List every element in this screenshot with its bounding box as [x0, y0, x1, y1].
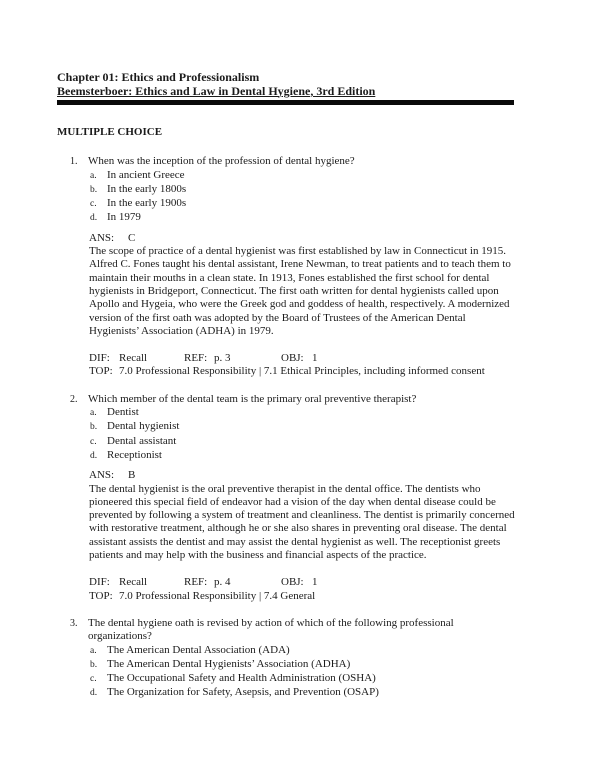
option-row	[57, 686, 517, 700]
option-row	[57, 197, 517, 211]
topic-line	[89, 590, 515, 603]
option-letter: a.	[90, 645, 97, 656]
option-row	[57, 420, 517, 434]
section-heading: MULTIPLE CHOICE	[57, 126, 163, 138]
option-text: Dental assistant	[107, 434, 177, 447]
meta-line	[89, 576, 515, 589]
option-text: The Organization for Safety, Asepsis, and Prevention (OSAP)	[107, 686, 379, 699]
option-letter: b.	[90, 659, 98, 670]
answer-label: ANS:	[89, 469, 115, 482]
option-text: The American Dental Association (ADA)	[107, 643, 290, 656]
topic-line	[89, 365, 515, 378]
option-row	[57, 211, 517, 225]
option-letter: d.	[90, 213, 98, 224]
option-row	[57, 672, 517, 686]
questions	[57, 155, 517, 700]
answer-section	[89, 232, 515, 379]
question-number: 1.	[70, 156, 78, 168]
question-line	[57, 393, 517, 406]
question-text: The dental hygiene oath is revised by action of which of the following professional organizations?	[88, 616, 454, 643]
obj-label: OBJ:	[281, 576, 304, 589]
option-text: Dentist	[107, 406, 139, 419]
answer-line	[89, 469, 515, 482]
document-header	[57, 71, 514, 105]
dif-label: DIF:	[89, 576, 110, 589]
rationale-text: The dental hygienist is the oral preventive therapist in the dental office. The dentists who pioneered this special field of endeavor had a vision of the day when dental disease could be prevented by following a system of treatment and cleanliness. The dentist is primarily concerned with restorative treatment, although he or she also shares in preventing oral disease. The dental assistant assists the dentist and may assist the dental hygienist as well. The receptionist greets patients and may help with the business and financial aspects of the practice.	[89, 482, 515, 562]
ref-value: p. 3	[214, 352, 231, 365]
option-row	[57, 435, 517, 449]
book-title: Beemsterboer: Ethics and Law in Dental Hygiene, 3rd Edition	[57, 83, 376, 98]
ref-value: p. 4	[214, 576, 231, 589]
question-block	[57, 617, 517, 701]
question-line	[57, 155, 517, 168]
option-letter: b.	[90, 422, 98, 433]
option-letter: c.	[90, 674, 97, 685]
option-letter: c.	[90, 436, 97, 447]
dif-value: Recall	[119, 576, 148, 589]
answer-line	[89, 232, 515, 245]
option-row	[57, 406, 517, 420]
option-text: Dental hygienist	[107, 420, 180, 433]
question-line	[57, 617, 517, 644]
answer-value: C	[128, 231, 136, 244]
option-letter: d.	[90, 450, 98, 461]
option-text: The American Dental Hygienists’ Association (ADHA)	[107, 657, 351, 670]
dif-value: Recall	[119, 352, 148, 365]
option-text: In 1979	[107, 211, 141, 224]
rationale-text: The scope of practice of a dental hygienist was first established by law in Connecticut in 1915. Alfred C. Fones taught his dental assistant, Irene Newman, to treat patients and to teach them to maintain their mouths in a clean state. In 1913, Fones established the first school for dental hygienists in Bridgeport, Connecticut. The first oath written for dental hygienists called upon Apollo and Hygeia, who were the Greek god and goddess of health, respectively. A modernized version of the first oath was adopted by the Board of Trustees of the American Dental Hygienists’ Association (ADHA) in 1979.	[89, 245, 511, 337]
option-letter: b.	[90, 184, 98, 195]
answer-section	[89, 469, 515, 603]
question-number: 2.	[70, 393, 78, 405]
option-letter: a.	[90, 170, 97, 181]
chapter-title: Chapter 01: Ethics and Professionalism	[57, 70, 260, 84]
obj-value: 1	[312, 352, 318, 365]
option-row	[57, 644, 517, 658]
option-row	[57, 658, 517, 672]
option-text: Receptionist	[107, 448, 162, 461]
ref-label: REF:	[184, 576, 208, 589]
meta-line	[89, 352, 515, 365]
question-text: Which member of the dental team is the primary oral preventive therapist?	[88, 392, 417, 405]
obj-value: 1	[312, 576, 318, 589]
ref-label: REF:	[184, 352, 208, 365]
page-content	[57, 71, 517, 701]
topic-value: 7.0 Professional Responsibility | 7.1 Ethical Principles, including informed consent	[119, 365, 485, 378]
question-text: When was the inception of the profession of dental hygiene?	[88, 155, 355, 168]
topic-label: TOP:	[89, 365, 113, 378]
option-text: In the early 1800s	[107, 182, 187, 195]
option-text: In ancient Greece	[107, 168, 185, 181]
question-block	[57, 155, 517, 378]
option-row	[57, 169, 517, 183]
option-letter: c.	[90, 199, 97, 210]
option-text: In the early 1900s	[107, 197, 187, 210]
topic-value: 7.0 Professional Responsibility | 7.4 General	[119, 589, 316, 602]
question-block	[57, 393, 517, 603]
option-text: The Occupational Safety and Health Administration (OSHA)	[107, 672, 376, 685]
topic-label: TOP:	[89, 589, 113, 602]
option-row	[57, 449, 517, 463]
option-letter: a.	[90, 408, 97, 419]
answer-value: B	[128, 469, 136, 482]
answer-label: ANS:	[89, 231, 115, 244]
question-number: 3.	[70, 617, 78, 629]
option-row	[57, 183, 517, 197]
obj-label: OBJ:	[281, 352, 304, 365]
dif-label: DIF:	[89, 352, 110, 365]
option-letter: d.	[90, 688, 98, 699]
